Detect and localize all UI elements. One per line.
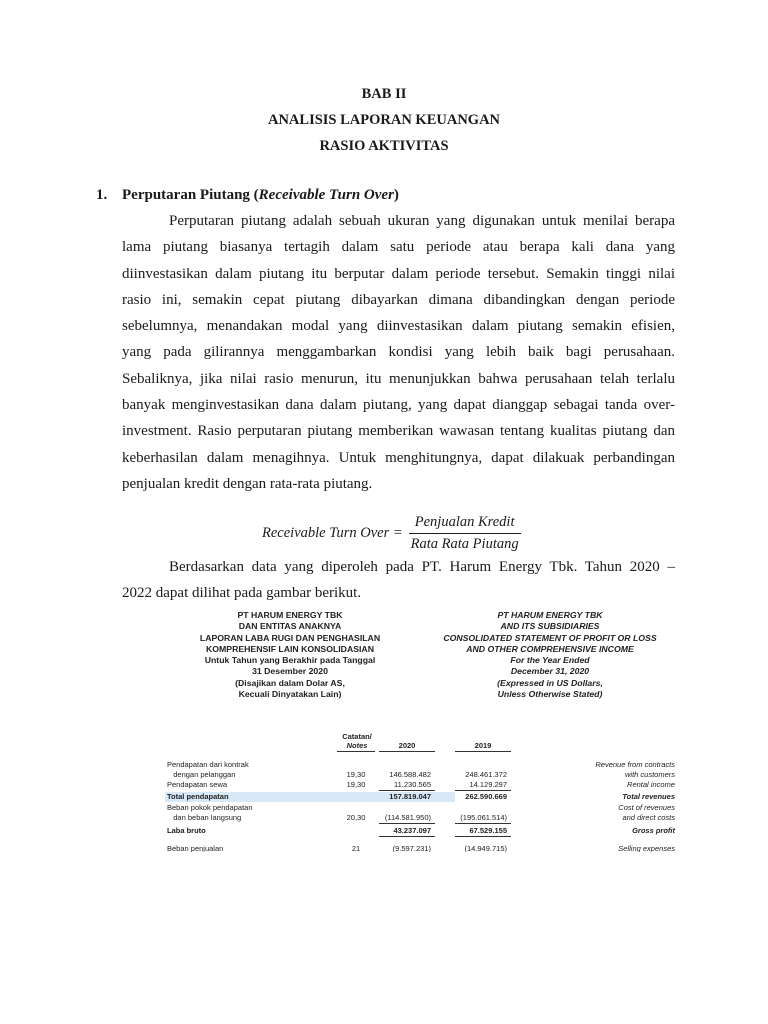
total-rule-top [455,790,511,791]
table-cell-en: Cost of revenues [618,803,675,812]
table-cell-v2019: (195.061.514) [460,813,507,822]
paragraph-line [122,445,675,471]
table-cell-en: Selling expenses [618,844,675,852]
paragraph-line-text: sebelumnya, menandakan modal yang diinvestasikan dalam piutang semakin efisien, [122,318,675,335]
paragraph-line-text: diinvestasikan dalam piutang itu berputar dalam periode tersebut. Semakin tinggi nilai [122,265,675,282]
paragraph-line-text: investment. Rasio perputaran piutang memberikan wawasan tentang kualitas piutang dan [122,423,675,440]
notes-header-id: Catatan/ [342,732,372,741]
statement-header-english [425,610,675,700]
statement-header-line: (Disajikan dalam Dolar AS, [235,677,345,688]
table-cell-label: Pendapatan dari kontrak [167,760,249,769]
paragraph-line [122,366,675,392]
subtotal-rule [455,823,511,824]
subtotal-rule [379,823,435,824]
table-cell-v2019: 248.461.372 [465,770,507,779]
notes-header-rule [337,751,375,752]
year-2019-header-rule [455,751,511,752]
year-2020-header-rule [379,751,435,752]
table-cell-v2020: (9.597.231) [392,844,431,852]
statement-header-line: Unless Otherwise Stated) [497,689,603,700]
paragraph-line-text: lama piutang biasanya tertagih dalam satu periode atau berapa kali dana yang [122,239,675,256]
paragraph-line-text: penjualan kredit dengan rata-rata piutang. [122,475,373,492]
statement-header-line: AND OTHER COMPREHENSIVE INCOME [466,643,634,654]
table-row [165,792,675,802]
section-heading: RASIO AKTIVITAS [319,138,449,154]
statement-header-line: December 31, 2020 [510,666,590,677]
table-cell-note: 21 [351,844,361,852]
table-row [165,826,683,836]
table-cell-en: Revenue from contracts [595,760,675,769]
statement-header-line: For the Year Ended [510,655,590,666]
statement-header-line: DAN ENTITAS ANAKNYA [238,621,342,632]
paragraph-line-text: banyak menginvestasikan dana dalam piutang, yang dapat dianggap sebagai tanda over- [122,397,675,414]
statement-header-line: KOMPREHENSIF LAIN KONSOLIDASIAN [206,643,374,654]
paragraph-line-text: Perputaran piutang adalah sebuah ukuran yang digunakan untuk menilai berapa [169,213,675,229]
table-cell-label: dan beban langsung [167,813,242,822]
paragraph-data-source [122,554,675,607]
paragraph-line-text: keberhasilan dalam menagihnya. Untuk menghitungnya, dapat dilakuak perbandingan [122,449,675,466]
table-cell-en: Gross profit [632,826,675,835]
statement-header-line: PT HARUM ENERGY TBK [497,610,603,620]
notes-column-header [337,732,377,750]
table-row [165,760,683,770]
total-rule-top [379,790,435,791]
financial-statement-image [165,608,683,852]
paragraph-line-text: 2022 dapat dilihat pada gambar berikut. [122,585,362,602]
paragraph-line [122,580,675,606]
subsection-title-english: Receivable Turn Over [258,187,394,203]
formula-lhs: Receivable Turn Over = [262,525,403,541]
table-cell-v2019: (14.949.715) [464,844,507,852]
table-cell-v2020: 157.819.047 [389,792,431,801]
paragraph-indent [122,554,169,580]
chapter-title: BAB II [361,86,407,102]
year-2019-header: 2019 [474,741,492,750]
table-row [165,813,683,823]
table-cell-en: Rental income [627,780,675,789]
paragraph-line [122,392,675,418]
statement-header-line: LAPORAN LABA RUGI DAN PENGHASILAN [199,632,381,643]
formula-numerator: Penjualan Kredit [414,514,515,530]
gross-profit-rule [379,836,435,837]
paragraph-line-text: rasio ini, semakin cepat piutang dibayarkan dimana dibandingkan dengan periode [122,291,675,308]
table-cell-v2019: 14.129.297 [469,780,507,789]
formula [262,514,521,553]
year-2020-header: 2020 [398,741,416,750]
statement-header-line: PT HARUM ENERGY TBK [237,610,343,620]
paragraph-line [122,234,675,260]
paragraph-line-text: Sebaliknya, jika nilai rasio menurun, itu menunjukkan bahwa perusahaan telah terlalu [122,370,675,387]
table-cell-note: 19,30 [346,780,366,789]
paragraph-line [122,208,675,234]
table-cell-v2020: 43.237.097 [393,826,431,835]
chapter-subtitle: ANALISIS LAPORAN KEUANGAN [267,112,501,128]
statement-header-line: Untuk Tahun yang Berakhir pada Tanggal [204,655,376,666]
table-cell-label: dengan pelanggan [167,770,236,779]
table-cell-en: with customers [624,770,675,779]
notes-header-en: Notes [346,741,368,750]
subsection-number: 1. [96,187,108,203]
gross-profit-rule [455,836,511,837]
formula-fraction [409,514,521,553]
table-cell-en: and direct costs [622,813,675,822]
paragraph-line [122,418,675,444]
subsection-title-close: ) [393,187,399,203]
table-cell-label: Beban pokok pendapatan [167,803,253,812]
paragraph-line [122,471,675,497]
paragraph-line [122,287,675,313]
table-row [165,844,683,852]
table-row [165,803,683,813]
paragraph-line [122,261,675,287]
table-cell-label: Laba bruto [167,826,206,835]
table-cell-v2020: (114.581.950) [384,813,431,822]
paragraph-line [122,313,675,339]
paragraph-line [122,554,675,580]
paragraph-line [122,339,675,365]
table-cell-label: Beban penjualan [167,844,224,852]
paragraph-indent [122,208,169,234]
table-row [165,770,683,780]
statement-header-line: Kecuali Dinyatakan Lain) [238,689,342,700]
table-cell-label: Total pendapatan [167,792,229,801]
statement-header-line: 31 Desember 2020 [252,666,328,677]
table-cell-v2019: 67.529.155 [469,826,507,835]
formula-denominator: Rata Rata Piutang [409,533,521,553]
paragraph-definition [122,208,675,497]
table-cell-note: 19,30 [346,770,366,779]
table-cell-label: Pendapatan sewa [167,780,228,789]
paragraph-line-text: yang pada gilirannya menggambarkan kondisi yang lebih baik bagi perusahaan. [122,344,675,361]
paragraph-line-text: Berdasarkan data yang diperoleh pada PT. Harum Energy Tbk. Tahun 2020 – [169,559,675,575]
statement-header-line: (Expressed in US Dollars, [497,677,603,688]
table-cell-note: 20,30 [346,813,366,822]
table-cell-v2020: 146.588.482 [389,770,431,779]
statement-header-line: AND ITS SUBSIDIARIES [500,621,600,632]
subsection-title [96,187,399,204]
subsection-title-text: Perputaran Piutang ( [122,187,259,203]
statement-header-line: CONSOLIDATED STATEMENT OF PROFIT OR LOSS [443,632,657,643]
table-cell-v2019: 262.590.669 [465,792,507,801]
table-row [165,780,683,790]
table-cell-v2020: 11.230.565 [394,780,431,789]
table-cell-en: Total revenues [622,792,675,801]
statement-header-indonesian [165,610,415,700]
